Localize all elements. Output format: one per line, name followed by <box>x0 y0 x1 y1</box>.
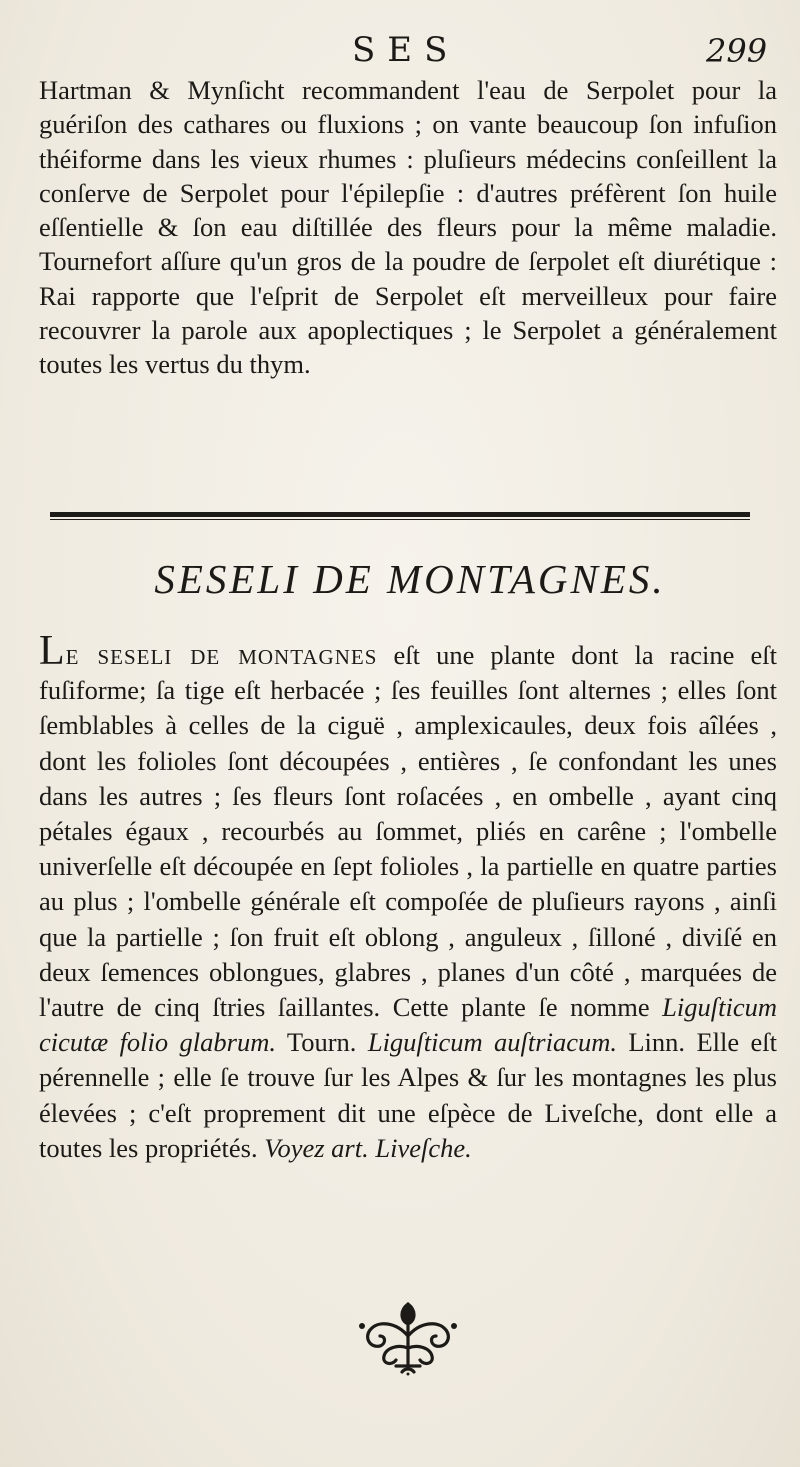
serpolet-paragraph: Hartman & Mynſicht recommandent l'eau de Serpolet pour la guériſon des cathares ou fluxions ; on vante beaucoup ſon infuſion théiforme dans les vieux rhumes : pluſieurs médecins conſeillent la conſerve de Serpolet pour l'épilepſie : d'autres préfèrent ſon huile eſſentielle & ſon eau diſtillée des fleurs pour la même maladie. Tournefort aſſure qu'un gros de la poudre de ſerpolet eſt diurétique : Rai rapporte que l'eſprit de Serpolet eſt merveilleux pour faire recouvrer la parole aux apoplectiques ; le Serpolet a généralement toutes les vertus du thym. <box>39 75 777 380</box>
running-head: SES <box>352 30 460 70</box>
section-title: SESELI DE MONTAGNES. <box>154 556 666 602</box>
page-header <box>0 22 800 72</box>
page-number: 299 <box>706 32 768 70</box>
drop-cap: L <box>39 628 66 674</box>
fleuron-ornament-icon <box>356 1296 460 1376</box>
latin-name-linnaeus: Liguſticum auſtriacum. <box>367 1027 617 1058</box>
seseli-paragraph <box>39 628 778 1166</box>
divider-thin-line <box>50 519 750 520</box>
lead-in-small-caps: e seseli de montagnes <box>65 638 378 671</box>
body-text: eſt une plante dont la racine eſt fuſiforme; ſa tige eſt herbacée ; ſes feuilles ſont alternes ; elles ſont ſemblables à celles de la ciguë , amplexicaules, deux fois aîlées , dont les folioles ſont découpées , entières , ſe confondant les unes dans les autres ; ſes fleurs ſont roſacées , en ombelle , ayant cinq pétales égaux , recourbés au ſommet, pliés en carêne ; l'ombelle univerſelle eſt découpée en ſept folioles , la partielle en quatre parties au plus ; l'ombelle générale eſt compoſée de pluſieurs rayons , ainſi que la partielle ; ſon fruit eſt oblong , anguleux , ſilloné , diviſé en deux ſemences oblongues, glabres , planes d'un côté , marquées de l'autre de cinq ſtries ſaillantes. Cette plante ſe nomme <box>39 640 778 1023</box>
cross-reference: Voyez art. Liveſche. <box>264 1132 472 1163</box>
divider-thick-line <box>50 512 750 517</box>
section-divider-rule <box>50 512 750 522</box>
latin-name-tournefort: Liguſticum cicutæ folio glabrum. <box>39 992 777 1058</box>
body-text: Linn. Elle eſt pérennelle ; elle ſe trouve ſur les Alpes & ſur les montagnes les plus élevées ; c'eſt proprement dit une eſpèce de Liveſche, dont elle a toutes les propriétés. <box>39 1027 777 1163</box>
body-text: Tourn. <box>275 1027 368 1058</box>
